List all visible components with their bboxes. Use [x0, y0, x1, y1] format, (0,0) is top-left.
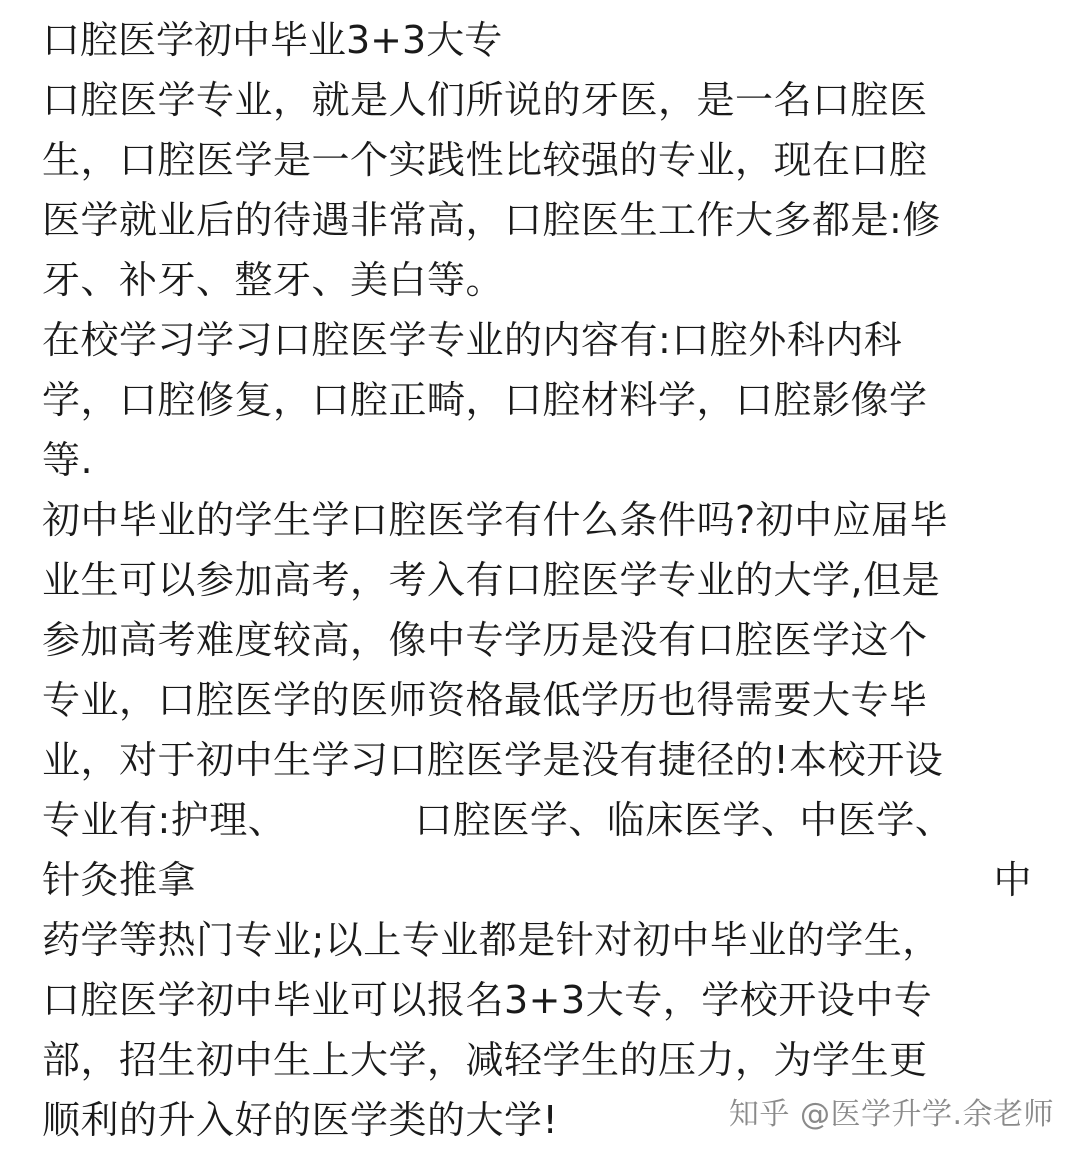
paragraph-line: 业，对于初中生学习口腔医学是没有捷径的!本校开设	[42, 738, 944, 782]
paragraph-line: 医学就业后的待遇非常高，口腔医生工作大多都是:修	[42, 198, 941, 242]
spread-line-right: 中	[993, 858, 1032, 902]
zhihu-watermark: 知乎 @医学升学.余老师	[728, 1097, 1054, 1132]
paragraph-line: 部，招生初中生上大学，减轻学生的压力，为学生更	[42, 1038, 928, 1082]
paragraph-line: 业生可以参加高考，考入有口腔医学专业的大学,但是	[42, 558, 941, 602]
paragraph-line-with-gap	[42, 790, 1052, 850]
article-title: 口腔医学初中毕业3+3大专	[42, 18, 503, 62]
paragraph-line: 顺利的升入好的医学类的大学!	[42, 1098, 559, 1142]
spread-line-left: 针灸推拿	[42, 858, 197, 902]
paragraph-line: 在校学习学习口腔医学专业的内容有:口腔外科内科	[42, 318, 903, 362]
paragraph-line: 口腔医学专业，就是人们所说的牙医，是一名口腔医	[42, 78, 928, 122]
paragraph-line: 口腔医学初中毕业可以报名3+3大专，学校开设中专	[42, 978, 933, 1022]
paragraph-line: 生，口腔医学是一个实践性比较强的专业，现在口腔	[42, 138, 928, 182]
article-body	[42, 10, 1052, 1150]
paragraph-line: 等.	[42, 438, 94, 482]
paragraph-line: 学，口腔修复，口腔正畸，口腔材料学，口腔影像学	[42, 378, 928, 422]
paragraph-line: 牙、补牙、整牙、美白等。	[42, 258, 505, 302]
gap-line-left: 专业有:护理、	[42, 798, 287, 842]
paragraph-line: 初中毕业的学生学口腔医学有什么条件吗?初中应届毕	[42, 498, 949, 542]
paragraph-line: 专业，口腔医学的医师资格最低学历也得需要大专毕	[42, 678, 928, 722]
paragraph-line-spread	[42, 850, 1052, 910]
gap-line-right: 口腔医学、临床医学、中医学、	[414, 798, 954, 842]
paragraph-line: 药学等热门专业;以上专业都是针对初中毕业的学生，	[42, 918, 941, 962]
paragraph-line: 参加高考难度较高，像中专学历是没有口腔医学这个	[42, 618, 928, 662]
